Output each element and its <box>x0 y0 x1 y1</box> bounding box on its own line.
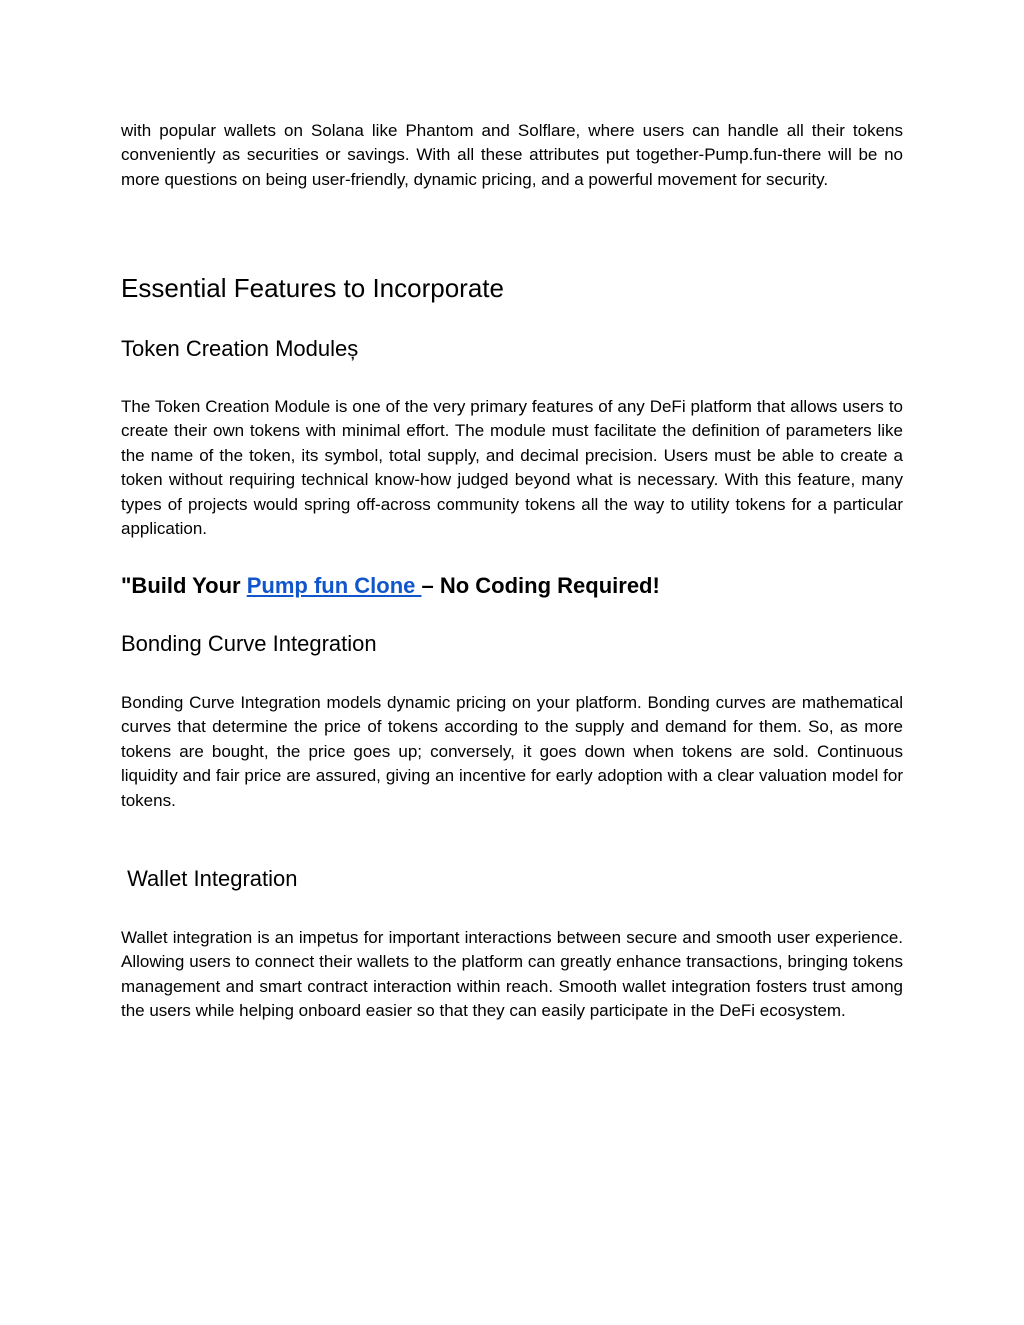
bonding-curve-heading: Bonding Curve Integration <box>121 631 377 656</box>
intro-paragraph: with popular wallets on Solana like Phantom and Solflare, where users can handle all their tokens conveniently as securities or savings. With all these attributes put together-Pump.fun-there will be no more questions on being user-friendly, dynamic pricing, and a powerful movement for security. <box>121 121 903 189</box>
pump-fun-clone-link[interactable]: Pump fun Clone <box>246 573 422 598</box>
bonding-curve-paragraph: Bonding Curve Integration models dynamic pricing on your platform. Bonding curves are mathematical curves that determine the price of tokens according to the supply and demand for them. So, as more tokens are bought, the price goes up; conversely, it goes down when tokens are sold. Continuous liquidity and fair price are assured, giving an incentive for early adoption with a clear valuation model for tokens. <box>121 693 903 810</box>
section-title: Essential Features to Incorporate <box>121 273 504 303</box>
cta-prefix: "Build Your <box>121 573 247 598</box>
token-creation-heading: Token Creation Moduleș <box>121 336 359 361</box>
cta-line <box>121 572 903 600</box>
cta-suffix: – No Coding Required! <box>421 573 660 598</box>
wallet-paragraph: Wallet integration is an impetus for important interactions between secure and smooth user experience. Allowing users to connect their wallets to the platform can greatly enhance transactions, bringing tokens management and smart contract interaction within reach. Smooth wallet integration fosters trust among the users while helping onboard easier so that they can easily participate in the DeFi ecosystem. <box>121 928 903 1021</box>
token-creation-paragraph: The Token Creation Module is one of the very primary features of any DeFi platform that allows users to create their own tokens with minimal effort. The module must facilitate the definition of parameters like the name of the token, its symbol, total supply, and decimal precision. Users must be able to create a token without requiring technical know-how judged beyond what is necessary. With this feature, many types of projects would spring off-across community tokens all the way to utility tokens for a particular application. <box>121 397 903 539</box>
wallet-heading: Wallet Integration <box>121 866 298 891</box>
